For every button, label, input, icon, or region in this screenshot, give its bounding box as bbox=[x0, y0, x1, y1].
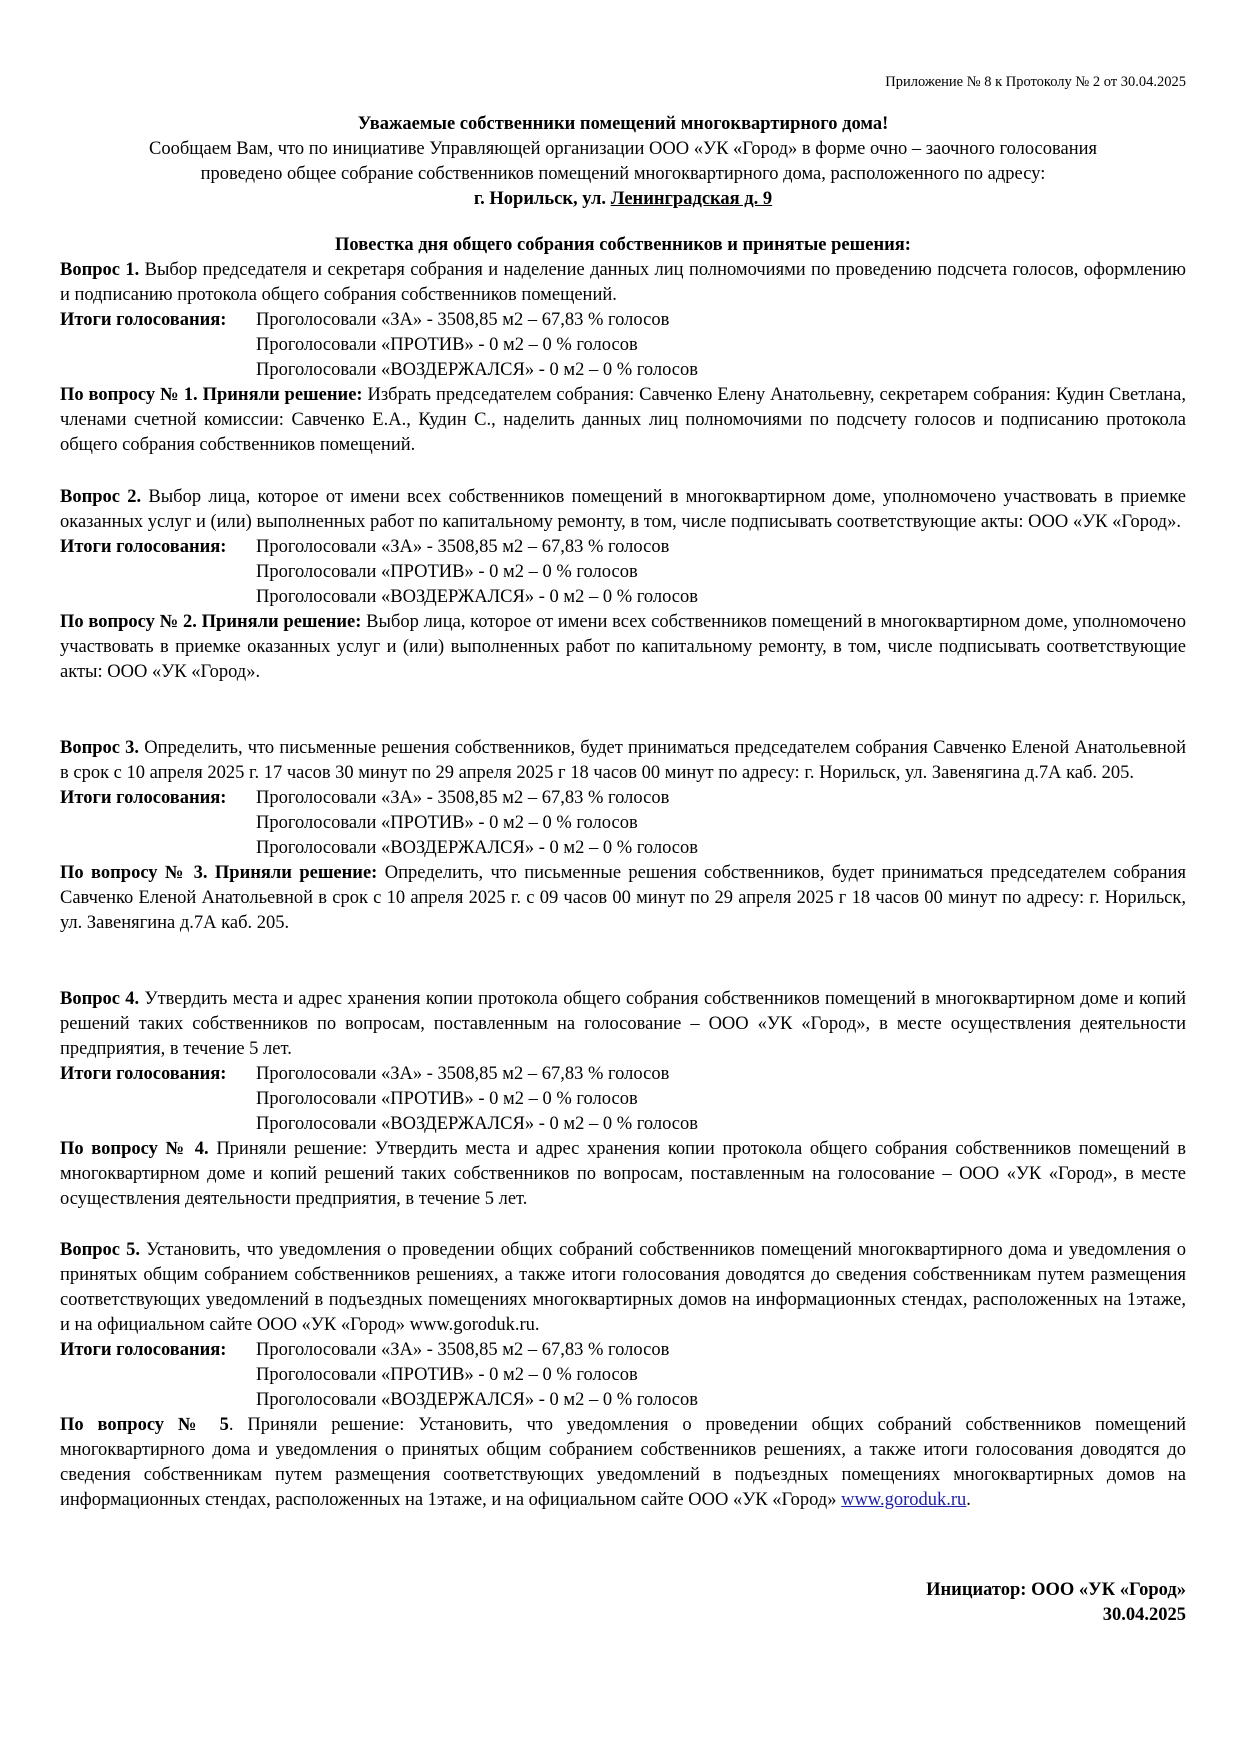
question-text: Вопрос 2. Выбор лица, которое от имени всех собственников помещений в многоквартирном доме, уполномочено участвовать в приемке оказанных услуг и (или) выполненных работ по капитальному ремонту, в том, числе подписывать соответствующие акты: ООО «УК «Город». bbox=[60, 487, 1186, 532]
signature-date: 30.04.2025 bbox=[1102, 1605, 1186, 1625]
question-label: Вопрос 2. bbox=[60, 487, 142, 507]
decision-label: По вопросу № 4. bbox=[60, 1139, 209, 1159]
address bbox=[60, 187, 1186, 212]
decision-label: По вопросу № 5 bbox=[60, 1415, 229, 1435]
greeting: Уважаемые собственники помещений многоквартирного дома! bbox=[357, 114, 889, 134]
annex-reference: Приложение № 8 к Протоколу № 2 от 30.04.2025 bbox=[885, 74, 1186, 90]
decision-text: По вопросу № 4. Приняли решение: Утвердить места и адрес хранения копии протокола общего собрания собственников помещений в многоквартирном доме и копий решений таких собственников по вопросам, поставленным на голосование – ООО «УК «Город», в месте осуществления деятельности предприятия, в течение 5 лет. bbox=[60, 1139, 1187, 1209]
question-text: Вопрос 3. Определить, что письменные решения собственников, будет приниматься председателем собрания Савченко Еленой Анатольевной в срок с 10 апреля 2025 г. 17 часов 30 минут по 29 апреля 2025 г 18 часов 00 минут по адресу: г. Норильск, ул. Завенягина д.7А каб. 205. bbox=[60, 738, 1187, 783]
result-protiv: Проголосовали «ПРОТИВ» - 0 м2 – 0 % голосов bbox=[256, 1089, 638, 1109]
results-label: Итоги голосования: bbox=[60, 788, 227, 808]
intro-line-1: Сообщаем Вам, что по инициативе Управляющей организации ООО «УК «Город» в форме очно – заочного голосования bbox=[148, 139, 1098, 159]
question-label: Вопрос 4. bbox=[60, 989, 140, 1009]
decision-text: По вопросу № 2. Приняли решение: Выбор лица, которое от имени всех собственников помещений в многоквартирном доме, уполномочено участвовать в приемке оказанных услуг и (или) выполненных работ по капитальному ремонту, в том, числе подписывать соответствующие акты: ООО «УК «Город». bbox=[60, 612, 1186, 682]
notice-header bbox=[60, 112, 1186, 212]
intro-line-2: проведено общее собрание собственников помещений многоквартирного дома, расположенного по адресу: bbox=[200, 164, 1046, 184]
results-label: Итоги голосования: bbox=[60, 310, 227, 330]
question-label: Вопрос 1. bbox=[60, 260, 140, 280]
decision-text: По вопросу № 5. Приняли решение: Установить, что уведомления о проведении общих собраний собственников помещений многоквартирного дома и уведомления о принятых общим собранием собственников решениях, а также итоги голосования доводятся до сведения собственникам путем размещения соответствующих уведомлений в подъездных помещениях многоквартирных домов на информационных стендах, расположенных на 1этаже, и на официальном сайте ООО «УК «Город» www.goroduk.ru. bbox=[60, 1415, 1186, 1510]
result-protiv: Проголосовали «ПРОТИВ» - 0 м2 – 0 % голосов bbox=[256, 1365, 638, 1385]
website-link[interactable]: www.goroduk.ru bbox=[841, 1490, 967, 1510]
result-protiv: Проголосовали «ПРОТИВ» - 0 м2 – 0 % голосов bbox=[256, 335, 638, 355]
result-za: Итоги голосования: Проголосовали «ЗА» - 3508,85 м2 – 67,83 % голосов bbox=[60, 308, 1186, 333]
results-label: Итоги голосования: bbox=[60, 537, 227, 557]
address-prefix: г. Норильск, ул. bbox=[473, 189, 611, 209]
result-vozderzhalsya: Проголосовали «ВОЗДЕРЖАЛСЯ» - 0 м2 – 0 % голосов bbox=[256, 1390, 699, 1410]
question-label: Вопрос 3. bbox=[60, 738, 140, 758]
result-vozderzhalsya: Проголосовали «ВОЗДЕРЖАЛСЯ» - 0 м2 – 0 % голосов bbox=[256, 360, 699, 380]
question-block-2 bbox=[60, 485, 1186, 685]
signature-block bbox=[926, 1578, 1186, 1628]
question-block-5 bbox=[60, 1238, 1186, 1513]
question-block-1 bbox=[60, 258, 1186, 458]
agenda-title: Повестка дня общего собрания собственников и принятые решения: bbox=[335, 235, 911, 255]
result-za: Итоги голосования: Проголосовали «ЗА» - 3508,85 м2 – 67,83 % голосов bbox=[60, 535, 1186, 560]
results-label: Итоги голосования: bbox=[60, 1340, 227, 1360]
decision-text: По вопросу № 3. Приняли решение: Определить, что письменные решения собственников, будет приниматься председателем собрания Савченко Еленой Анатольевной в срок с 10 апреля 2025 г. с 09 часов 00 минут по 29 апреля 2025 г 18 часов 00 минут по адресу: г. Норильск, ул. Завенягина д.7А каб. 205. bbox=[60, 863, 1186, 933]
result-vozderzhalsya: Проголосовали «ВОЗДЕРЖАЛСЯ» - 0 м2 – 0 % голосов bbox=[256, 1114, 699, 1134]
question-text: Вопрос 1. Выбор председателя и секретаря собрания и наделение данных лиц полномочиями по проведению подсчета голосов, оформлению и подписанию протокола общего собрания собственников помещений. bbox=[60, 260, 1186, 305]
initiator: Инициатор: ООО «УК «Город» bbox=[926, 1580, 1186, 1600]
result-vozderzhalsya: Проголосовали «ВОЗДЕРЖАЛСЯ» - 0 м2 – 0 % голосов bbox=[256, 838, 699, 858]
result-za: Итоги голосования: Проголосовали «ЗА» - 3508,85 м2 – 67,83 % голосов bbox=[60, 1338, 1186, 1363]
question-block-4 bbox=[60, 987, 1186, 1212]
address-street: Ленинградская д. 9 bbox=[610, 189, 773, 209]
decision-text: По вопросу № 1. Приняли решение: Избрать председателем собрания: Савченко Елену Анатольевну, секретарем собрания: Кудин Светлана, членами счетной комиссии: Савченко Е.А., Кудин С., наделить данных лиц полномочиями по подсчету голосов и подписанию протокола общего собрания собственников помещений. bbox=[60, 385, 1187, 455]
decision-label: По вопросу № 3. Приняли решение: bbox=[60, 863, 378, 883]
question-text: Вопрос 4. Утвердить места и адрес хранения копии протокола общего собрания собственников помещений в многоквартирном доме и копий решений таких собственников по вопросам, поставленным на голосование – ООО «УК «Город», в месте осуществления деятельности предприятия, в течение 5 лет. bbox=[60, 989, 1186, 1059]
result-za: Итоги голосования: Проголосовали «ЗА» - 3508,85 м2 – 67,83 % голосов bbox=[60, 1062, 1186, 1087]
result-protiv: Проголосовали «ПРОТИВ» - 0 м2 – 0 % голосов bbox=[256, 562, 638, 582]
results-label: Итоги голосования: bbox=[60, 1064, 227, 1084]
decision-label: По вопросу № 2. Приняли решение: bbox=[60, 612, 362, 632]
result-za: Итоги голосования: Проголосовали «ЗА» - 3508,85 м2 – 67,83 % голосов bbox=[60, 786, 1186, 811]
result-vozderzhalsya: Проголосовали «ВОЗДЕРЖАЛСЯ» - 0 м2 – 0 % голосов bbox=[256, 587, 699, 607]
result-protiv: Проголосовали «ПРОТИВ» - 0 м2 – 0 % голосов bbox=[256, 813, 638, 833]
question-block-3 bbox=[60, 736, 1186, 936]
question-label: Вопрос 5. bbox=[60, 1240, 140, 1260]
question-text: Вопрос 5. Установить, что уведомления о проведении общих собраний собственников помещений многоквартирного дома и уведомления о принятых общим собранием собственников решениях, а также итоги голосования доводятся до сведения собственникам путем размещения соответствующих уведомлений в подъездных помещениях многоквартирных домов на информационных стендах, расположенных на 1этаже, и на официальном сайте ООО «УК «Город» www.goroduk.ru. bbox=[60, 1240, 1186, 1335]
decision-label: По вопросу № 1. Приняли решение: bbox=[60, 385, 363, 405]
